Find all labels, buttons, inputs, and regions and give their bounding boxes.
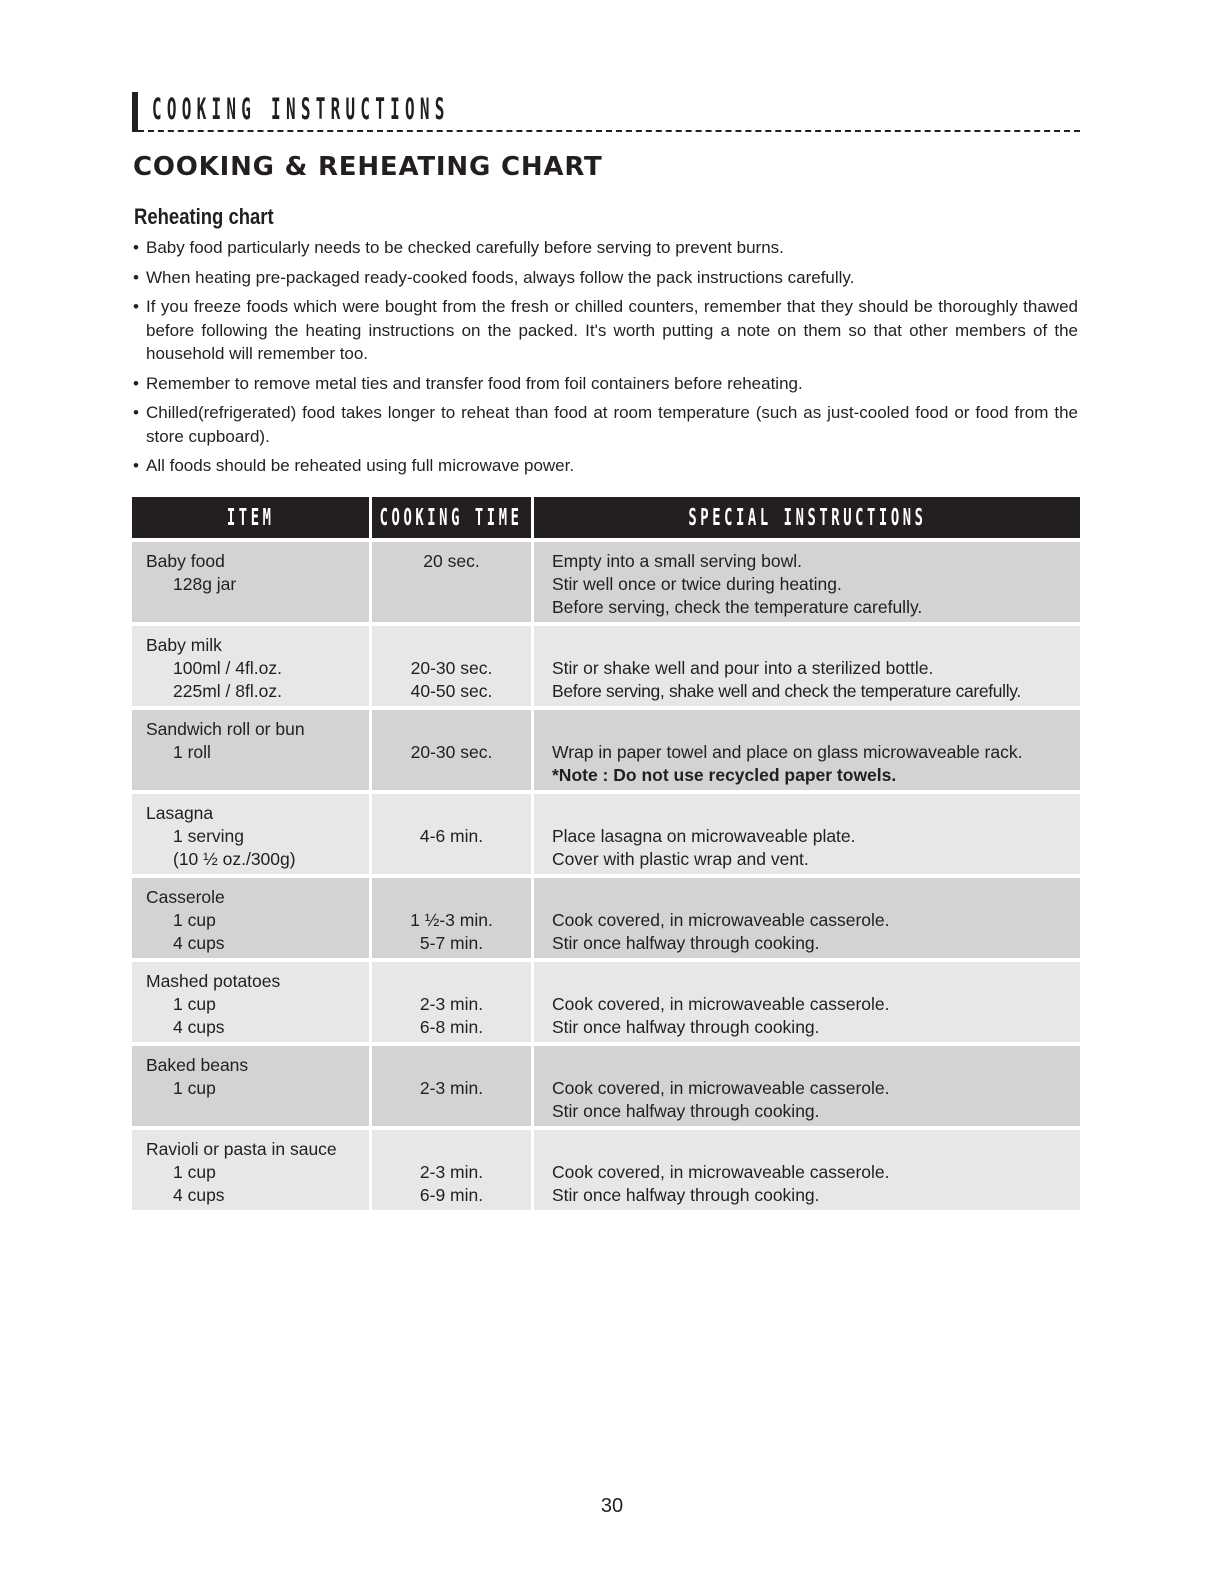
item-cell (132, 626, 369, 706)
instruction-line (552, 1138, 1080, 1161)
item-cell (132, 1130, 369, 1210)
item-detail: 225ml / 8fl.oz. (173, 681, 282, 702)
item-detail: 1 serving (173, 826, 245, 847)
time-cell (372, 542, 531, 622)
page-title: COOKING & REHEATING CHART (133, 152, 603, 182)
instructions-cell (534, 962, 1080, 1042)
item-name: Baby milk (146, 635, 222, 655)
bullet-item: • All foods should be reheated using full microwave power. (132, 454, 1078, 478)
bullet-list (132, 236, 1078, 484)
item-detail: 4 cups (173, 933, 225, 954)
bullet-item: • When heating pre-packaged ready-cooked foods, always follow the pack instructions carefully. (132, 266, 1078, 290)
instruction-line: Empty into a small serving bowl. (552, 551, 802, 571)
item-name: Mashed potatoes (146, 971, 281, 991)
bullet-item: • Baby food particularly needs to be checked carefully before serving to prevent burns. (132, 236, 1078, 260)
time-value (372, 802, 531, 825)
item-cell (132, 962, 369, 1042)
header-cooking-time: COOKING TIME (372, 497, 531, 538)
time-value: 20-30 sec. (410, 658, 493, 679)
instruction-line (552, 802, 1080, 825)
section-header (132, 92, 1080, 134)
time-cell (372, 710, 531, 790)
time-value: 6-9 min. (419, 1185, 484, 1206)
time-cell (372, 794, 531, 874)
item-detail: (10 ½ oz./300g) (173, 849, 296, 870)
time-cell (372, 962, 531, 1042)
item-cell (132, 794, 369, 874)
instruction-line: Cook covered, in microwaveable casserole. (552, 994, 890, 1015)
header-dashed-rule (138, 130, 1080, 132)
bullet-item: • If you freeze foods which were bought from the fresh or chilled counters, remember that they should be thoroughly thawed before following the heating instructions on the packed. It's worth putting a note on them so that other members of the household will remember too. (132, 295, 1078, 366)
item-name: Casserole (146, 887, 225, 907)
item-detail: 1 roll (173, 742, 211, 763)
time-value: 4-6 min. (419, 826, 484, 847)
table-row (132, 878, 1080, 958)
time-value (372, 970, 531, 993)
bullet-item: • Chilled(refrigerated) food takes longer to reheat than food at room temperature (such as just-cooled food or food from the store cupboard). (132, 401, 1078, 448)
time-value: 6-8 min. (419, 1017, 484, 1038)
instruction-line: Stir or shake well and pour into a sterilized bottle. (552, 658, 934, 679)
table-row (132, 962, 1080, 1042)
item-detail: 100ml / 4fl.oz. (173, 658, 282, 679)
instruction-line: Before serving, shake well and check the temperature carefully. (552, 681, 1021, 702)
reheating-table (132, 497, 1080, 1210)
instructions-cell (534, 1130, 1080, 1210)
item-cell (132, 542, 369, 622)
instruction-line (552, 1054, 1080, 1077)
table-row (132, 710, 1080, 790)
time-value (372, 718, 531, 741)
item-cell (132, 878, 369, 958)
item-name: Baked beans (146, 1055, 249, 1075)
item-name: Sandwich roll or bun (146, 719, 305, 739)
instruction-line: Stir once halfway through cooking. (552, 1185, 820, 1206)
item-detail: 1 cup (173, 910, 216, 931)
time-value: 2-3 min. (419, 1162, 484, 1183)
item-cell (132, 1046, 369, 1126)
instruction-line: Stir well once or twice during heating. (552, 574, 842, 595)
item-detail: 1 cup (173, 994, 216, 1015)
instructions-cell (534, 1046, 1080, 1126)
instruction-line: Wrap in paper towel and place on glass microwaveable rack. (552, 742, 1023, 763)
instruction-line: Stir once halfway through cooking. (552, 1017, 820, 1038)
table-row (132, 542, 1080, 622)
table-row (132, 794, 1080, 874)
instruction-line: Cook covered, in microwaveable casserole. (552, 910, 890, 931)
item-cell (132, 710, 369, 790)
header-special-instructions: SPECIAL INSTRUCTIONS (534, 497, 1080, 538)
time-value: 20-30 sec. (410, 742, 493, 763)
time-cell (372, 1130, 531, 1210)
sub-title: Reheating chart (134, 204, 274, 229)
warning-note: *Note : Do not use recycled paper towels. (552, 765, 897, 786)
instruction-line: Cover with plastic wrap and vent. (552, 849, 809, 870)
item-detail: 1 cup (173, 1162, 216, 1183)
section-title: COOKING INSTRUCTIONS (152, 92, 450, 126)
bullet-item: • Remember to remove metal ties and transfer food from foil containers before reheating. (132, 372, 1078, 396)
instruction-line (552, 634, 1080, 657)
item-name: Lasagna (146, 803, 214, 823)
instructions-cell (534, 710, 1080, 790)
time-cell (372, 626, 531, 706)
table-header (132, 497, 1080, 538)
time-cell (372, 1046, 531, 1126)
time-value: 5-7 min. (419, 933, 484, 954)
table-row (132, 1130, 1080, 1210)
item-detail: 1 cup (173, 1078, 216, 1099)
instruction-line (552, 886, 1080, 909)
item-name: Baby food (146, 551, 225, 571)
time-cell (372, 878, 531, 958)
item-detail: 128g jar (173, 574, 237, 595)
instruction-line (552, 970, 1080, 993)
header-item: ITEM (132, 497, 369, 538)
instruction-line: Stir once halfway through cooking. (552, 933, 820, 954)
time-value (372, 1054, 531, 1077)
instructions-cell (534, 878, 1080, 958)
instruction-line: Cook covered, in microwaveable casserole. (552, 1078, 890, 1099)
time-value: 20 sec. (423, 551, 480, 571)
page-number: 30 (600, 1495, 624, 1517)
instruction-line: Place lasagna on microwaveable plate. (552, 826, 856, 847)
header-bar (132, 92, 138, 132)
instruction-line: Before serving, check the temperature carefully. (552, 597, 923, 618)
instructions-cell (534, 542, 1080, 622)
time-value: 1 ½-3 min. (410, 910, 493, 931)
time-value: 2-3 min. (419, 1078, 484, 1099)
time-value (372, 1138, 531, 1161)
time-value (372, 634, 531, 657)
time-value (372, 886, 531, 909)
instruction-line: Stir once halfway through cooking. (552, 1101, 820, 1122)
item-detail: 4 cups (173, 1185, 225, 1206)
table-row (132, 1046, 1080, 1126)
item-name: Ravioli or pasta in sauce (146, 1139, 337, 1159)
time-value: 2-3 min. (419, 994, 484, 1015)
instruction-line (552, 718, 1080, 741)
instructions-cell (534, 794, 1080, 874)
item-detail: 4 cups (173, 1017, 225, 1038)
table-row (132, 626, 1080, 706)
instruction-line: Cook covered, in microwaveable casserole. (552, 1162, 890, 1183)
instructions-cell (534, 626, 1080, 706)
time-value: 40-50 sec. (410, 681, 493, 702)
